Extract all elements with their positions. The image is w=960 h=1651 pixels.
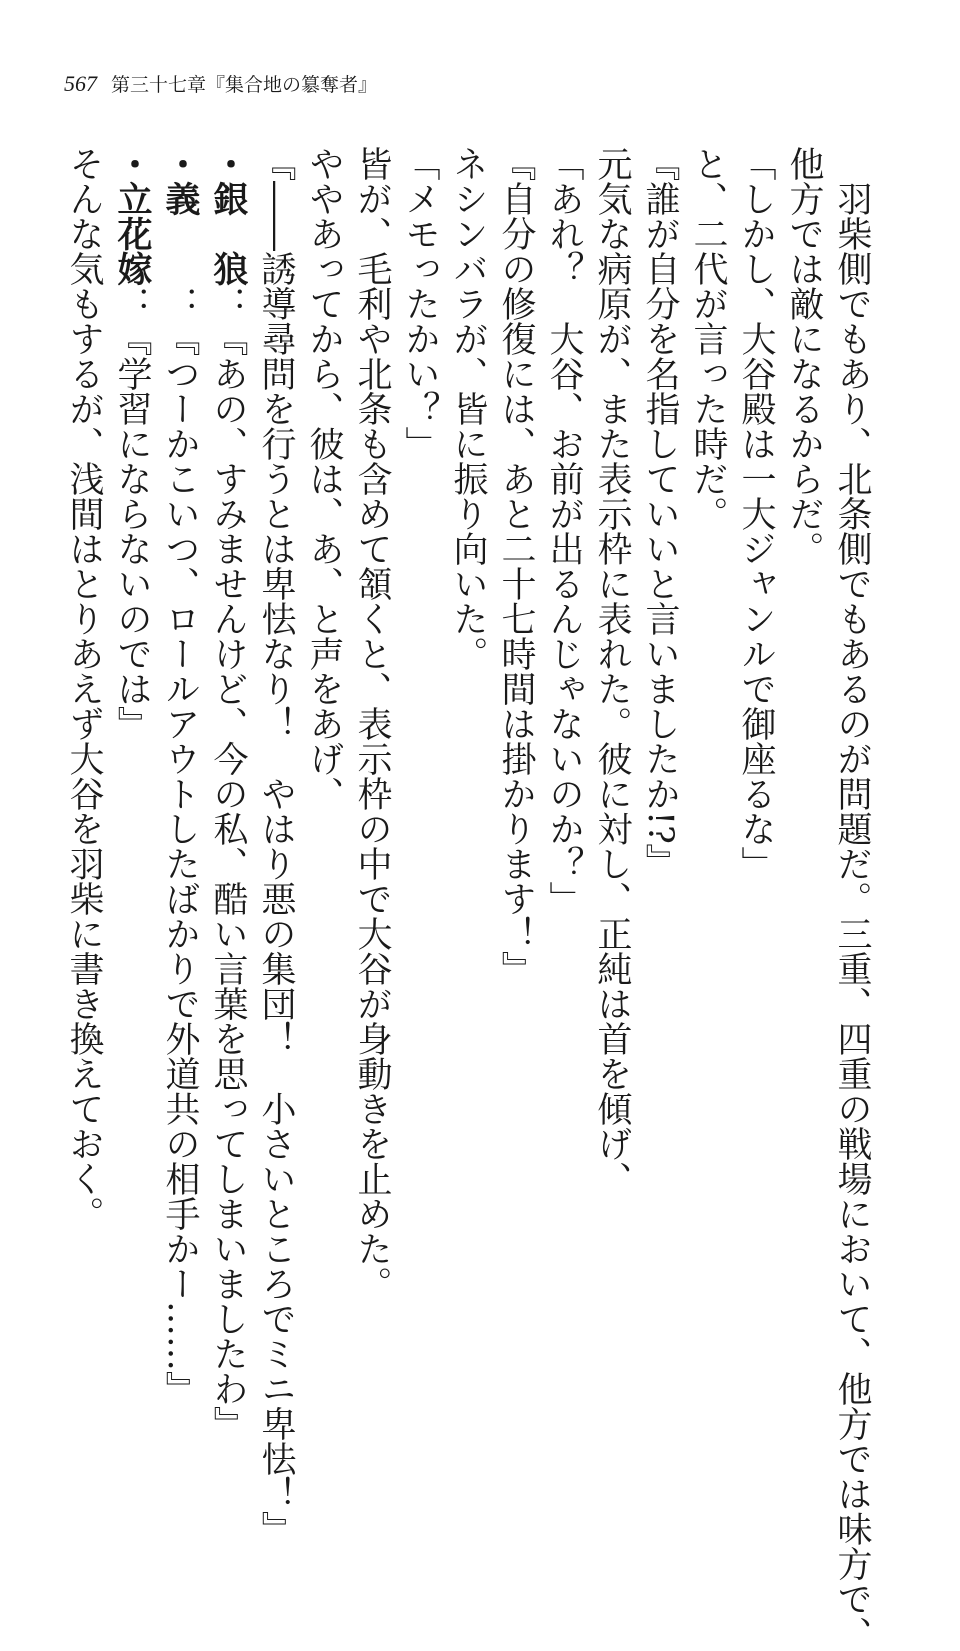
dialogue-line: 「メモったかい？」 bbox=[400, 146, 440, 461]
dialogue-line: 『自分の修復には、あと二十七時間は掛かります！』 bbox=[496, 146, 536, 986]
page-header bbox=[64, 70, 377, 100]
chat-speaker: ・義 bbox=[160, 146, 201, 286]
text-line: 元気な病原が、また表示枠に表れた。彼に対し、正純は首を傾げ、 bbox=[592, 146, 632, 1196]
body-text bbox=[64, 146, 876, 1651]
page-number: 567 bbox=[64, 71, 97, 96]
text-line: そんな気もするが、浅間はとりあえず大谷を羽柴に書き換えておく。 bbox=[64, 146, 104, 1231]
text-line: 皆が、毛利や北条も含めて頷くと、表示枠の中で大谷が身動きを止めた。 bbox=[352, 146, 392, 1301]
text-line: ややあってから、彼は、あ、と声をあげ、 bbox=[304, 146, 344, 811]
chat-line: ・銀 狼：『あの、すみませんけど、今の私、酷い言葉を思ってしまいましたわ』 bbox=[208, 146, 249, 1441]
text-line: ネシンバラが、皆に振り向いた。 bbox=[448, 146, 488, 671]
chat-speaker: ・立花嫁 bbox=[112, 146, 153, 286]
chapter-title: 第三十七章『集合地の簒奪者』 bbox=[111, 74, 378, 96]
dialogue-line: 『――誘導尋問を行うとは卑怯なり！ やはり悪の集団！ 小さいところでミニ卑怯！』 bbox=[256, 146, 296, 1546]
chat-line: ・立花嫁：『学習にならないのでは』 bbox=[112, 146, 153, 741]
chat-speaker: ・銀 狼 bbox=[208, 146, 249, 286]
dialogue-line: 「あれ？ 大谷、お前が出るんじゃないのか？」 bbox=[544, 146, 584, 916]
dialogue-line: 『誰が自分を名指していいと言いましたか!?』 bbox=[640, 146, 680, 879]
text-line: と、二代が言った時だ。 bbox=[688, 146, 728, 531]
chat-line: ・義 ：『つーかこいつ、ロールアウトしたばかりで外道共の相手かー……』 bbox=[160, 146, 201, 1406]
text-line: 他方では敵になるからだ。 bbox=[784, 146, 824, 566]
text-line: 羽柴側でもあり、北条側でもあるのが問題だ。三重、四重の戦場において、他方では味方で、 bbox=[832, 181, 872, 1651]
dialogue-line: 「しかし、大谷殿は一大ジャンルで御座るな」 bbox=[736, 146, 776, 881]
